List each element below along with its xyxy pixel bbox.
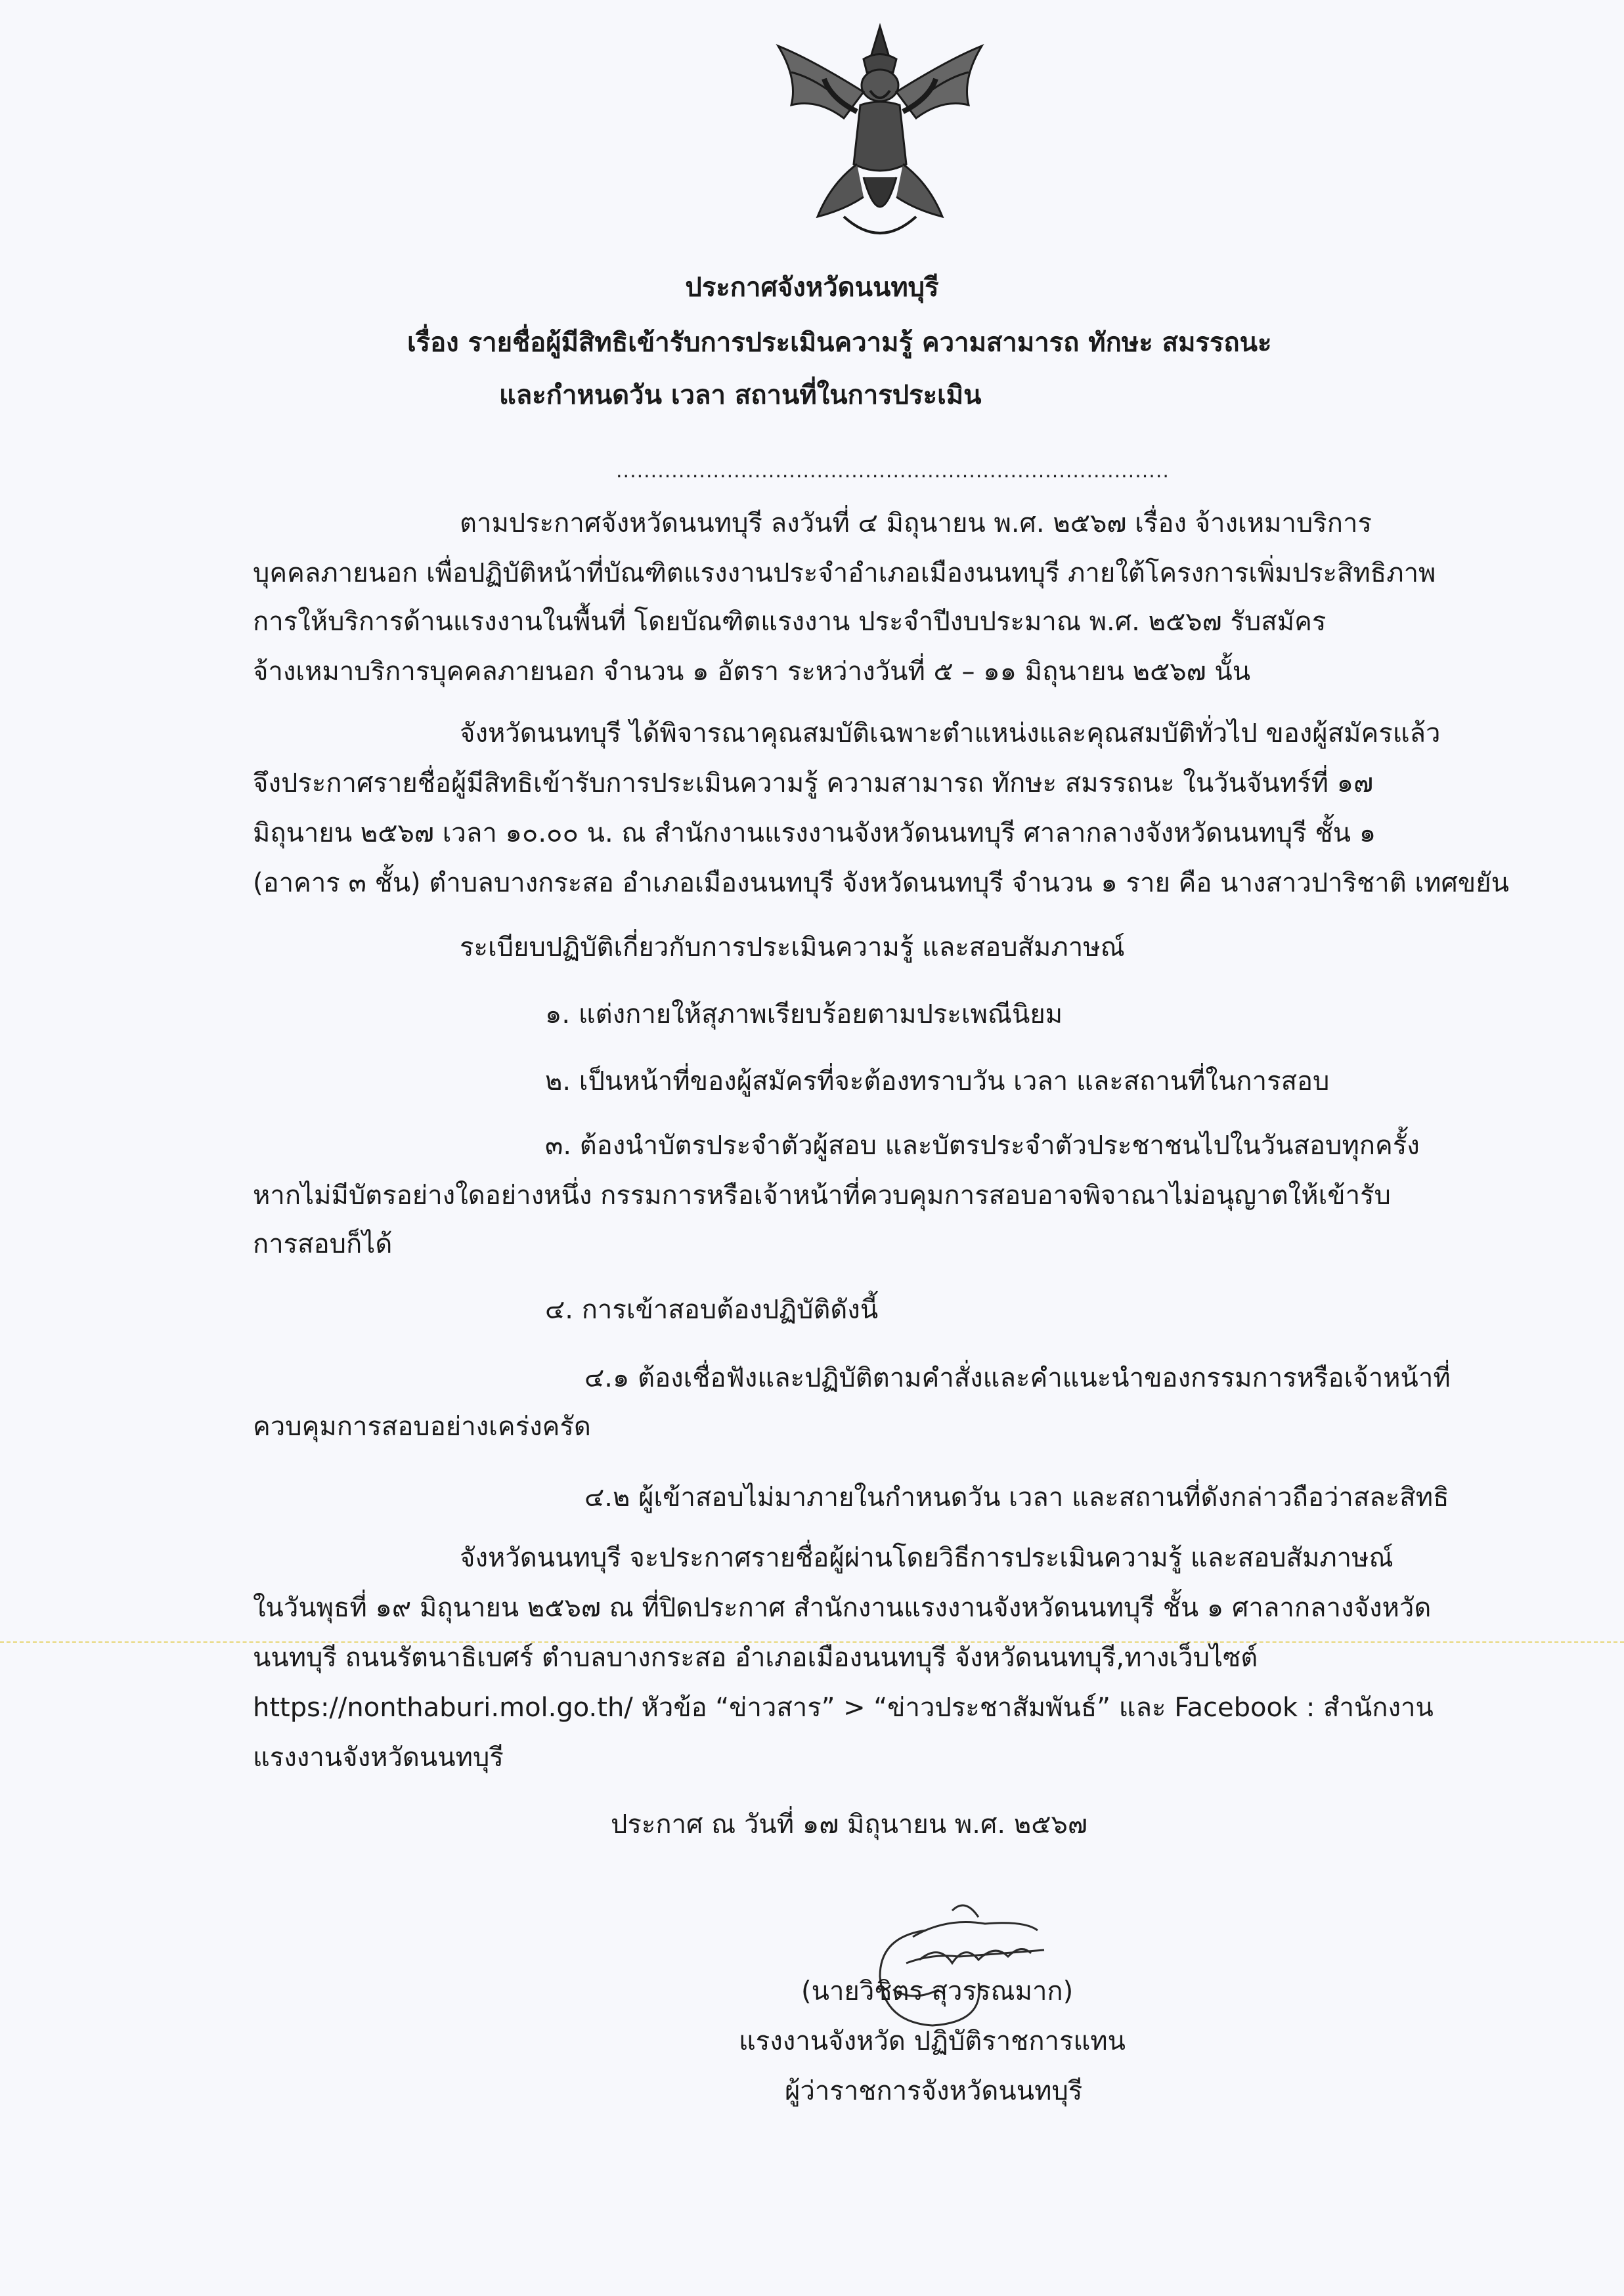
date-line: ประกาศ ณ วันที่ ๑๗ มิถุนายน พ.ศ. ๒๕๖๗	[611, 1809, 1087, 1840]
rule-4-1-line-2: ควบคุมการสอบอย่างเคร่งครัด	[253, 1412, 591, 1442]
p2-line-4: (อาคาร ๓ ชั้น) ตำบลบางกระสอ อำเภอเมืองนนทบุรี จังหวัดนนทบุรี จำนวน ๑ ราย คือ นางสาวปาริชาติ เทศขยัน	[253, 868, 1509, 898]
p1-line-4: จ้างเหมาบริการบุคคลภายนอก จำนวน ๑ อัตรา ระหว่างวันที่ ๕ – ๑๑ มิถุนายน ๒๕๖๗ นั้น	[253, 657, 1251, 687]
p2-line-3: มิถุนายน ๒๕๖๗ เวลา ๑๐.๐๐ น. ณ สำนักงานแรงงานจังหวัดนนทบุรี ศาลากลางจังหวัดนนทบุรี ชั้น ๑	[253, 818, 1376, 848]
p2-line-2: จึงประกาศรายชื่อผู้มีสิทธิเข้ารับการประเมินความรู้ ความสามารถ ทักษะ สมรรถนะ ในวันจันทร์ที่ ๑๗	[253, 768, 1374, 798]
p1-line-2: บุคคลภายนอก เพื่อปฏิบัติหน้าที่บัณฑิตแรงงานประจำอำเภอเมืองนนทบุรี ภายใต้โครงการเพิ่มประสิทธิภาพ	[253, 558, 1436, 588]
signer-name: (นายวิชิตร สุวรรณมาก)	[801, 1976, 1074, 2006]
signer-position-2: ผู้ว่าราชการจังหวัดนนทบุรี	[785, 2076, 1083, 2106]
p1-line-1: ตามประกาศจังหวัดนนทบุรี ลงวันที่ ๔ มิถุนายน พ.ศ. ๒๕๖๗ เรื่อง จ้างเหมาบริการ	[460, 508, 1372, 538]
rules-intro: ระเบียบปฏิบัติเกี่ยวกับการประเมินความรู้ และสอบสัมภาษณ์	[460, 932, 1125, 963]
rule-3-line-2: หากไม่มีบัตรอย่างใดอย่างหนึ่ง กรรมการหรือเจ้าหน้าที่ควบคุมการสอบอาจพิจาณาไม่อนุญาตให้เข้ารับ	[253, 1180, 1391, 1211]
subject-line-2: และกำหนดวัน เวลา สถานที่ในการประเมิน	[499, 380, 982, 410]
title-divider: ................................................................................	[616, 460, 1170, 483]
rule-2: ๒. เป็นหน้าที่ของผู้สมัครที่จะต้องทราบวัน เวลา และสถานที่ในการสอบ	[545, 1066, 1330, 1096]
signature-icon	[854, 1891, 1051, 2035]
signer-position-1: แรงงานจังหวัด ปฏิบัติราชการแทน	[739, 2026, 1126, 2056]
rule-3-line-1: ๓. ต้องนำบัตรประจำตัวผู้สอบ และบัตรประจำตัวประชาชนไปในวันสอบทุกครั้ง	[545, 1131, 1420, 1161]
p3-line-1: จังหวัดนนทบุรี จะประกาศรายชื่อผู้ผ่านโดยวิธีการประเมินความรู้ และสอบสัมภาษณ์	[460, 1543, 1394, 1573]
rule-3-line-3: การสอบก็ได้	[253, 1229, 393, 1259]
subject-line-1: เรื่อง รายชื่อผู้มีสิทธิเข้ารับการประเมินความรู้ ความสามารถ ทักษะ สมรรถนะ	[407, 328, 1272, 358]
rule-4-1-line-1: ๔.๑ ต้องเชื่อฟังและปฏิบัติตามคำสั่งและคำแนะนำของกรรมการหรือเจ้าหน้าที่	[584, 1363, 1451, 1393]
rule-1: ๑. แต่งกายให้สุภาพเรียบร้อยตามประเพณีนิยม	[545, 999, 1063, 1029]
p3-line-3: นนทบุรี ถนนรัตนาธิเบศร์ ตำบลบางกระสอ อำเภอเมืองนนทบุรี จังหวัดนนทบุรี,ทางเว็บไซต์	[253, 1643, 1258, 1673]
p3-line-4: https://nonthaburi.mol.go.th/ หัวข้อ “ข่าวสาร” > “ข่าวประชาสัมพันธ์” และ Facebook : สำนักงาน	[253, 1693, 1434, 1723]
announcement-title: ประกาศจังหวัดนนทบุรี	[685, 272, 939, 303]
p3-line-2: ในวันพุธที่ ๑๙ มิถุนายน ๒๕๖๗ ณ ที่ปิดประกาศ สำนักงานแรงงานจังหวัดนนทบุรี ชั้น ๑ ศาลากลางจังหวัด	[253, 1593, 1432, 1623]
rule-4-2: ๔.๒ ผู้เข้าสอบไม่มาภายในกำหนดวัน เวลา และสถานที่ดังกล่าวถือว่าสละสิทธิ	[584, 1483, 1449, 1513]
p2-line-1: จังหวัดนนทบุรี ได้พิจารณาคุณสมบัติเฉพาะตำแหน่งและคุณสมบัติทั่วไป ของผู้สมัครแล้ว	[460, 718, 1441, 748]
p1-line-3: การให้บริการด้านแรงงานในพื้นที่ โดยบัณฑิตแรงงาน ประจำปีงบประมาณ พ.ศ. ๒๕๖๗ รับสมัคร	[253, 607, 1327, 637]
p3-line-5: แรงงานจังหวัดนนทบุรี	[253, 1743, 504, 1773]
garuda-emblem-icon	[772, 20, 988, 256]
rule-4: ๔. การเข้าสอบต้องปฏิบัติดังนี้	[545, 1295, 879, 1325]
